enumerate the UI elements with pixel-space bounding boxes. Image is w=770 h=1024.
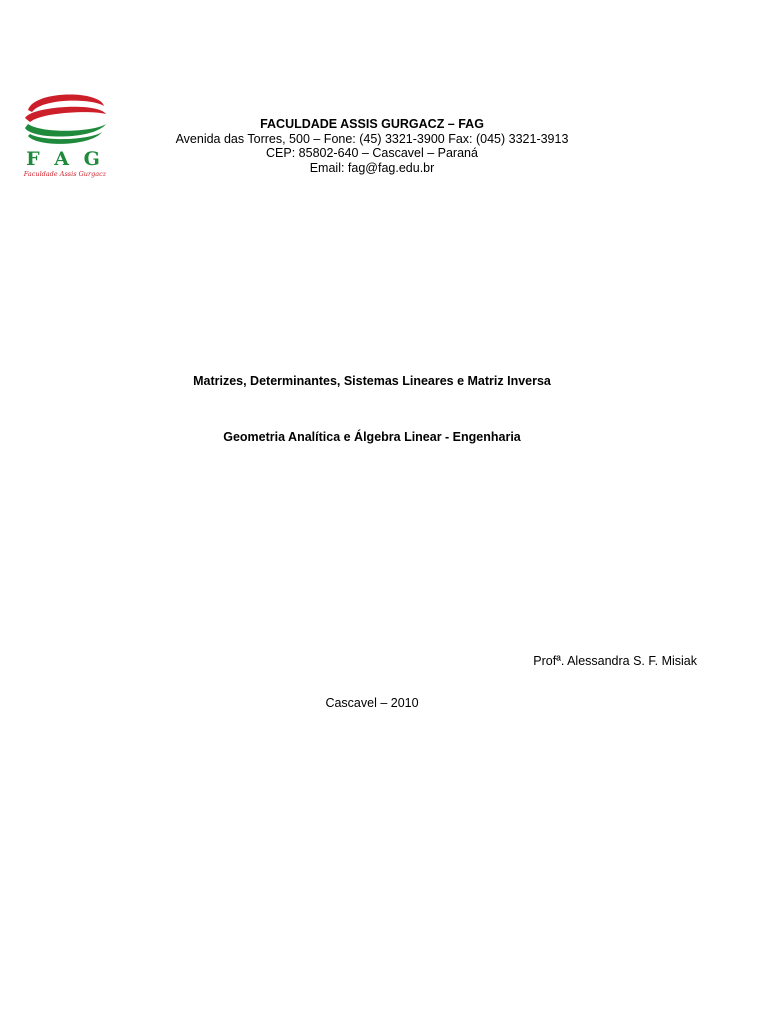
institution-header	[0, 117, 744, 175]
logo-tagline: Faculdade Assis Gurgacz	[23, 170, 107, 178]
institution-email: Email: fag@fag.edu.br	[309, 160, 435, 175]
institution-cep: CEP: 85802-640 – Cascavel – Paraná	[266, 146, 478, 161]
institution-address: Avenida das Torres, 500 – Fone: (45) 3321-3900 Fax: (045) 3321-3913	[175, 131, 569, 146]
document-title: Matrizes, Determinantes, Sistemas Lineares e Matriz Inversa	[193, 374, 551, 388]
course-name: Geometria Analítica e Álgebra Linear - Engenharia	[223, 430, 521, 444]
place-year: Cascavel – 2010	[325, 696, 419, 710]
logo-letters: F A G	[26, 148, 104, 170]
institution-name: FACULDADE ASSIS GURGACZ – FAG	[260, 117, 484, 131]
author-name: Profª. Alessandra S. F. Misiak	[533, 654, 697, 668]
